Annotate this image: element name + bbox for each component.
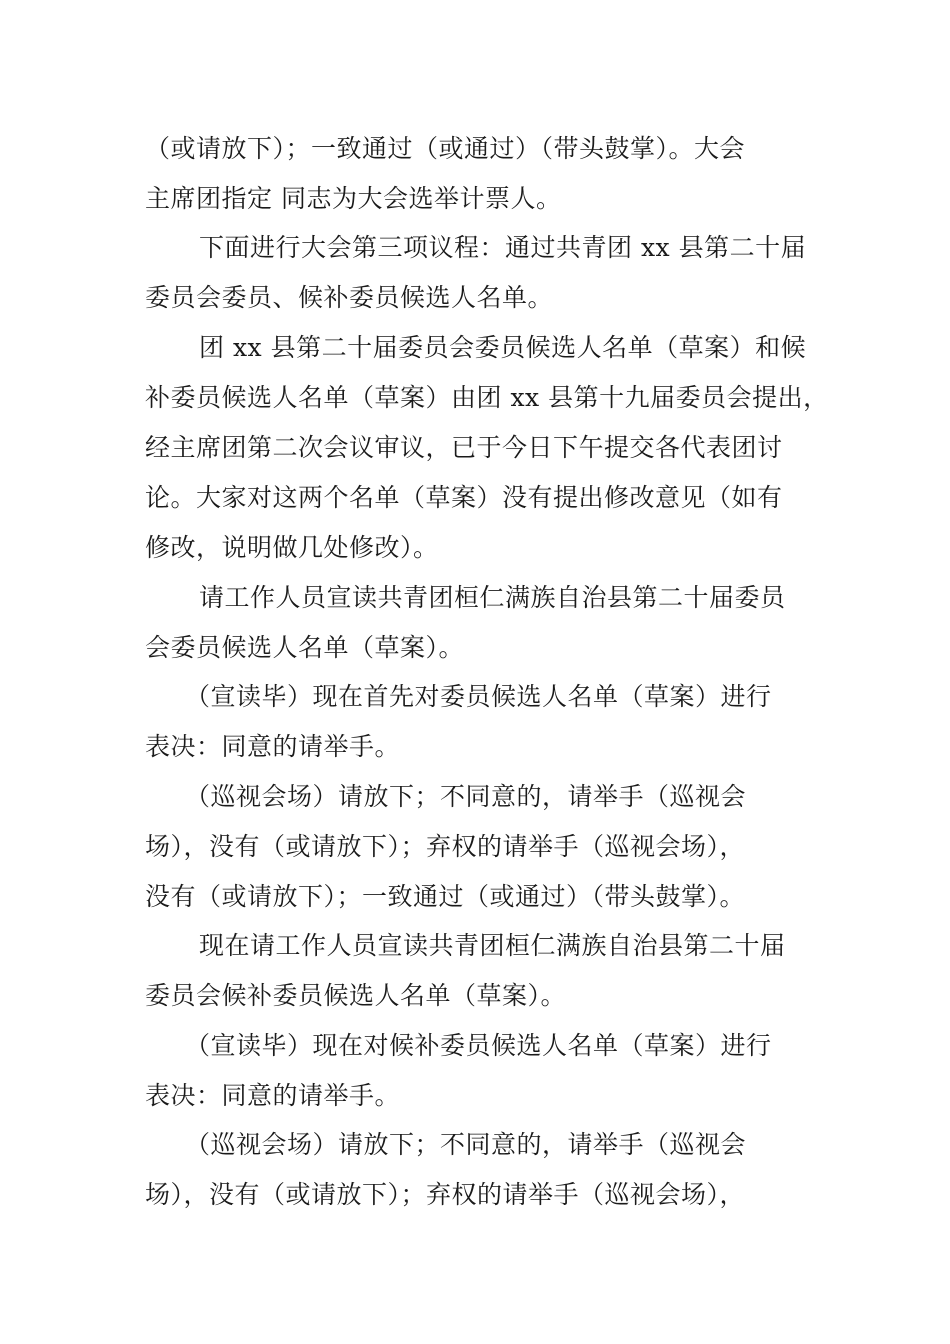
text-line: 经主席团第二次会议审议，已于今日下午提交各代表团讨 (145, 433, 783, 462)
text-line: （宣读毕）现在对候补委员候选人名单（草案）进行 (185, 1031, 772, 1060)
text-line: 表决：同意的请举手。 (145, 732, 401, 761)
text-line: （宣读毕）现在首先对委员候选人名单（草案）进行 (185, 682, 772, 711)
text-line: 主席团指定 同志为大会选举计票人。 (145, 184, 562, 213)
text-line: 没有（或请放下）；一致通过（或通过）（带头鼓掌）。 (145, 882, 746, 911)
text-line: （或请放下）；一致通过（或通过）（带头鼓掌）。大会 (145, 134, 746, 163)
text-line: 委员会候补委员候选人名单（草案）。 (145, 981, 567, 1010)
text-line: 表决：同意的请举手。 (145, 1081, 401, 1110)
text-line: 论。大家对这两个名单（草案）没有提出修改意见（如有 (145, 483, 783, 512)
text-line: 委员会委员、候补委员候选人名单。 (145, 283, 554, 312)
text-line: 请工作人员宣读共青团桓仁满族自治县第二十届委员 (199, 583, 786, 612)
text-line: 场），没有（或请放下）；弃权的请举手（巡视会场）， (145, 832, 746, 861)
text-line: （巡视会场）请放下；不同意的，请举手（巡视会 (185, 782, 747, 811)
text-line: 下面进行大会第三项议程：通过共青团 xx 县第二十届 (199, 233, 807, 262)
text-line: 会委员候选人名单（草案）。 (145, 633, 465, 662)
text-line: 修改，说明做几处修改）。 (145, 533, 439, 562)
text-line: 场），没有（或请放下）；弃权的请举手（巡视会场）， (145, 1180, 746, 1209)
text-line: （巡视会场）请放下；不同意的，请举手（巡视会 (185, 1130, 747, 1159)
text-line: 现在请工作人员宣读共青团桓仁满族自治县第二十届 (199, 931, 786, 960)
text-line: 团 xx 县第二十届委员会委员候选人名单（草案）和候 (199, 333, 807, 362)
text-line: 补委员候选人名单（草案）由团 xx 县第十九届委员会提出， (145, 383, 829, 412)
